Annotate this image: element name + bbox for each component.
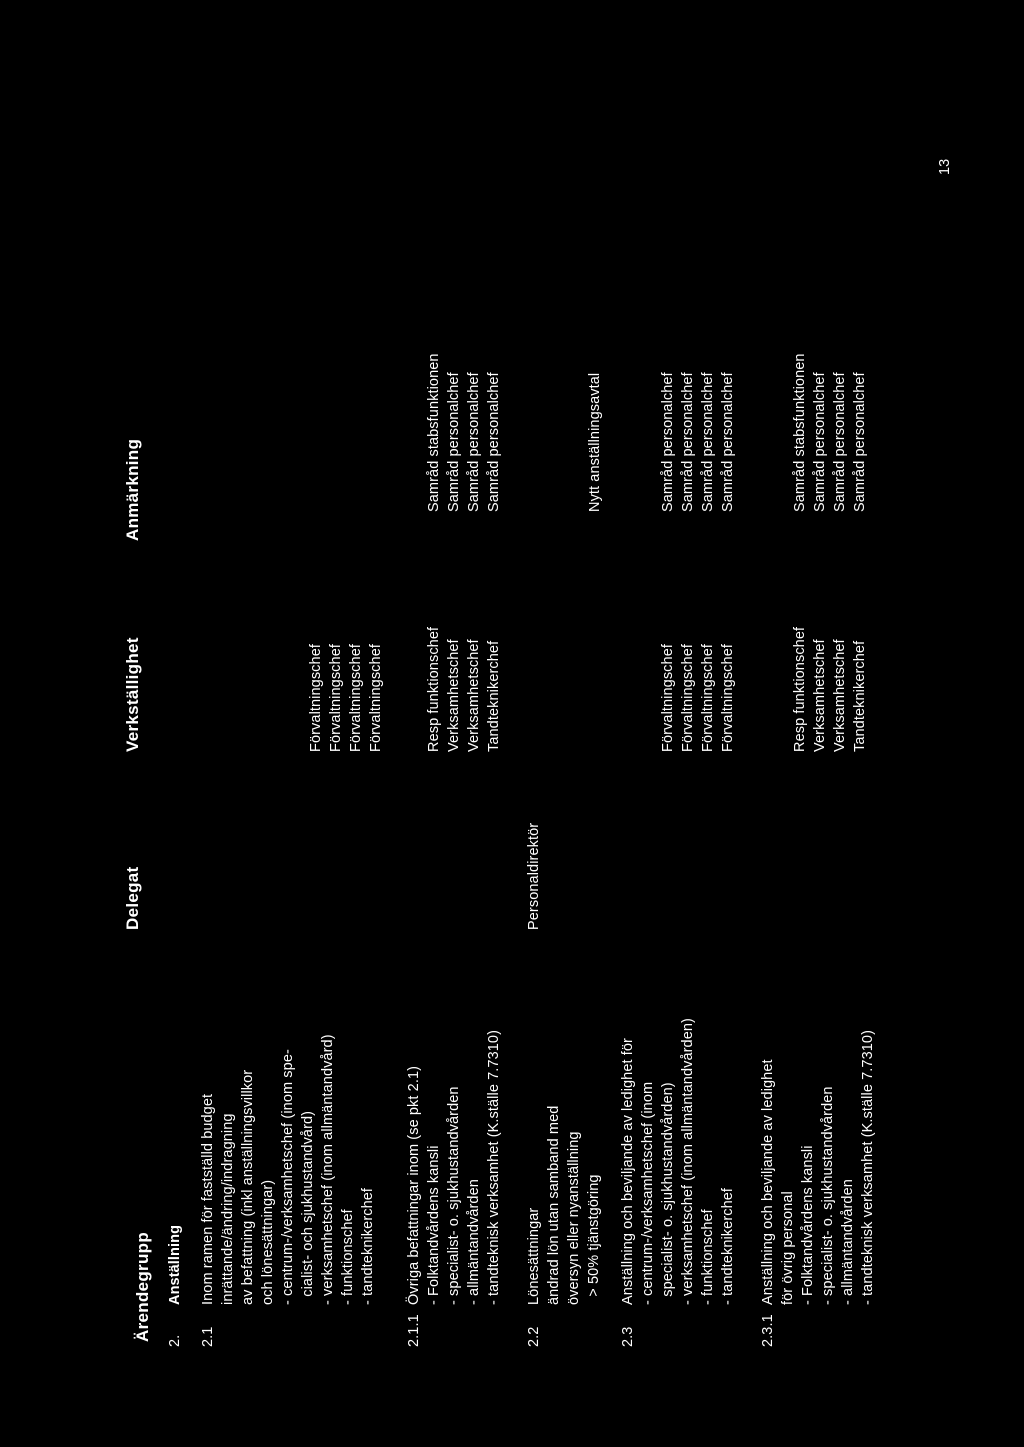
anmarkning-cell: [424, 353, 504, 512]
section-title: Anställning: [167, 1224, 183, 1305]
header-anmarkning: Anmärkning: [123, 438, 142, 541]
description-line: specialist- o. sjukhustandvården): [660, 1082, 676, 1305]
section-description: [524, 1106, 604, 1305]
description-line: - verksamhetschef (inom allmäntandvården): [680, 1018, 696, 1305]
anmarkning-line: Samråd personalchef: [832, 372, 848, 512]
verkstallighet-line: Förvaltningschef: [328, 644, 344, 752]
description-line: - tandteknikerchef: [720, 1187, 736, 1305]
verkstallighet-line: Förvaltningschef: [720, 644, 736, 752]
verkstallighet-line: Tandteknikerchef: [852, 640, 868, 752]
verkstallighet-line: Förvaltningschef: [680, 644, 696, 752]
section-number: 2.3.1: [760, 1314, 776, 1347]
anmarkning-line: Samråd personalchef: [486, 372, 502, 512]
verkstallighet-line: Resp funktionschef: [792, 626, 808, 752]
section-number: 2.3: [620, 1326, 636, 1347]
description-line: Anställning och beviljande av ledighet: [760, 1059, 776, 1305]
description-line: > 50% tjänstgöring: [586, 1174, 602, 1305]
description-line: - tandteknisk verksamhet (K.ställe 7.7310): [486, 1030, 502, 1305]
section-description: [198, 1034, 378, 1305]
anmarkning-line: Samråd personalchef: [700, 372, 716, 512]
anmarkning-cell: [585, 373, 605, 512]
verkstallighet-line: Förvaltningschef: [368, 644, 384, 752]
description-line: - allmäntandvården: [466, 1179, 482, 1305]
page-number: 13: [937, 158, 953, 175]
verkstallighet-line: Verksamhetschef: [812, 639, 828, 752]
description-line: - tandteknisk verksamhet (K.ställe 7.7310): [860, 1030, 876, 1305]
anmarkning-cell: [790, 353, 870, 512]
description-line: Inom ramen för fastställd budget: [200, 1093, 216, 1305]
anmarkning-line: Samråd personalchef: [446, 372, 462, 512]
verkstallighet-line: Förvaltningschef: [348, 644, 364, 752]
description-line: Lönesättningar: [526, 1207, 542, 1305]
section-number: 2.1.1: [406, 1314, 422, 1347]
section-description: [758, 1030, 878, 1305]
verkstallighet-line: Resp funktionschef: [426, 626, 442, 752]
verkstallighet-cell: [658, 644, 738, 752]
description-line: ändrad lön utan samband med: [546, 1105, 562, 1305]
description-line: cialist- och sjukhustandvård): [300, 1110, 316, 1305]
description-line: - Folktandvårdens kansli: [426, 1145, 442, 1305]
section-description: [404, 1030, 504, 1305]
verkstallighet-line: Verksamhetschef: [446, 639, 462, 752]
section-number: 2.1: [200, 1326, 216, 1347]
description-line: av befattning (inkl anställningsvillkor: [240, 1069, 256, 1305]
verkstallighet-line: Förvaltningschef: [660, 644, 676, 752]
verkstallighet-cell: [790, 627, 870, 752]
anmarkning-line: Samråd personalchef: [466, 372, 482, 512]
description-line: Övriga befattningar inom (se pkt 2.1): [406, 1065, 422, 1305]
header-arendegrupp: Ärendegrupp: [133, 1231, 152, 1342]
anmarkning-line: Samråd personalchef: [720, 372, 736, 512]
description-line: - allmäntandvården: [840, 1179, 856, 1305]
anmarkning-line: Nytt anställningsavtal: [587, 372, 603, 512]
verkstallighet-line: Tandteknikerchef: [486, 640, 502, 752]
description-line: - specialist- o. sjukhustandvården: [820, 1086, 836, 1305]
anmarkning-line: Samråd personalchef: [852, 372, 868, 512]
anmarkning-line: Samråd personalchef: [680, 372, 696, 512]
verkstallighet-line: Verksamhetschef: [832, 639, 848, 752]
anmarkning-line: Samråd stabsfunktionen: [426, 353, 442, 512]
description-line: och lönesättningar): [260, 1179, 276, 1305]
section-description: [618, 1018, 738, 1305]
description-line: Anställning och beviljande av ledighet för: [620, 1038, 636, 1305]
description-line: - centrum-/verksamhetschef (inom: [640, 1081, 656, 1305]
anmarkning-cell: [658, 372, 738, 512]
anmarkning-line: Samråd stabsfunktionen: [792, 353, 808, 512]
description-line: för övrig personal: [780, 1191, 796, 1305]
description-line: - funktionschef: [340, 1209, 356, 1305]
description-line: inrättande/ändring/indragning: [220, 1113, 236, 1305]
anmarkning-line: Samråd personalchef: [660, 372, 676, 512]
header-verkstallighet: Verkställighet: [123, 637, 142, 752]
header-delegat: Delegat: [123, 866, 142, 930]
description-line: - verksamhetschef (inom allmäntandvård): [320, 1034, 336, 1305]
verkstallighet-line: Förvaltningschef: [700, 644, 716, 752]
verkstallighet-cell: [424, 627, 504, 752]
description-line: - tandteknikerchef: [360, 1187, 376, 1305]
verkstallighet-line: Förvaltningschef: [308, 644, 324, 752]
section-number: 2.2: [526, 1326, 542, 1347]
section-number: 2.: [167, 1334, 183, 1347]
description-line: översyn eller nyanställning: [566, 1131, 582, 1305]
delegat-cell: Personaldirektör: [526, 822, 542, 930]
description-line: - centrum-/verksamhetschef (inom spe-: [280, 1049, 296, 1305]
description-line: - Folktandvårdens kansli: [800, 1145, 816, 1305]
verkstallighet-line: Verksamhetschef: [466, 639, 482, 752]
description-line: - specialist- o. sjukhustandvården: [446, 1086, 462, 1305]
description-line: - funktionschef: [700, 1209, 716, 1305]
anmarkning-line: Samråd personalchef: [812, 372, 828, 512]
verkstallighet-cell: [306, 644, 386, 752]
